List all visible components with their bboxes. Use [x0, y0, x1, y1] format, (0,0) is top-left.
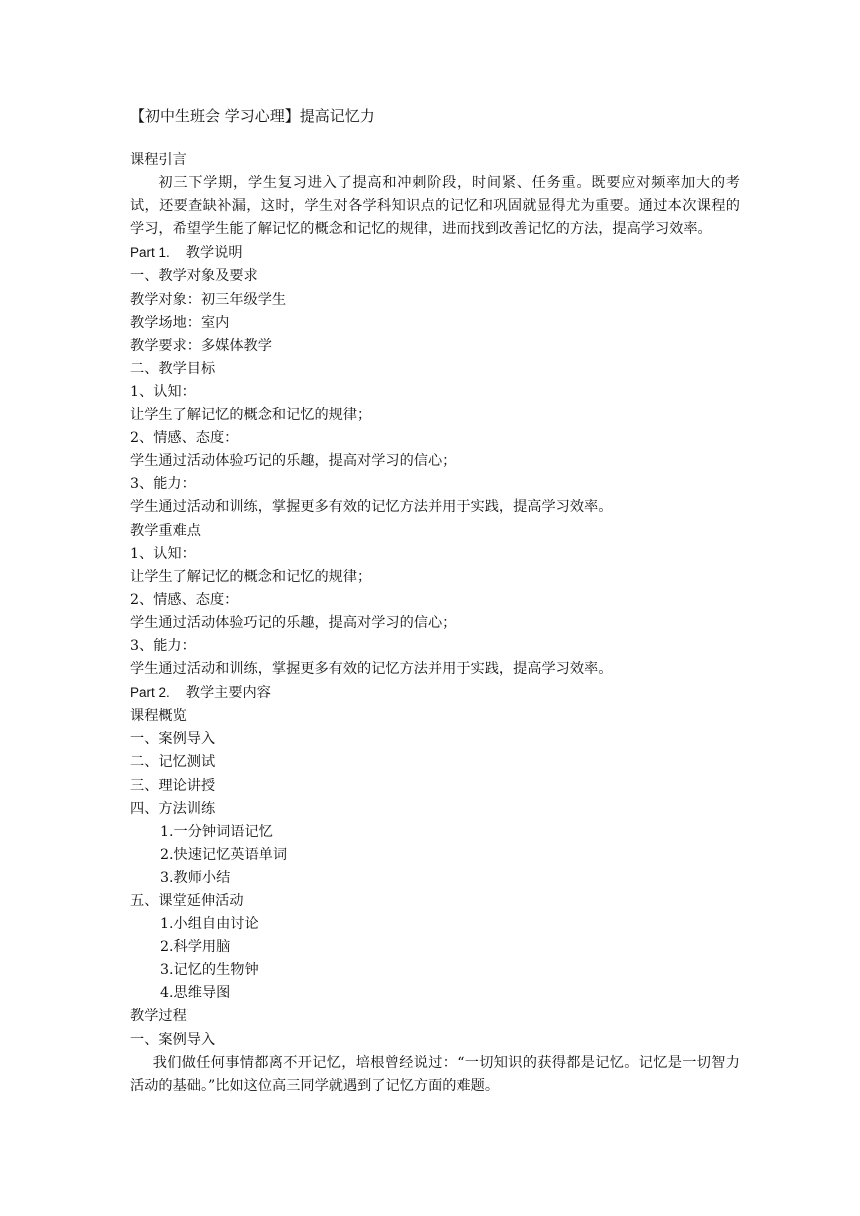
extension-item: 2.科学用脑	[160, 939, 231, 956]
section-heading: 一、教学对象及要求	[130, 268, 258, 285]
section-heading: 二、教学目标	[130, 360, 216, 377]
key-points-heading: 教学重难点	[130, 522, 201, 539]
document-title: 【初中生班会 学习心理】提高记忆力	[130, 107, 375, 125]
extension-heading: 五、课堂延伸活动	[130, 893, 244, 909]
key-label: 1、认知：	[130, 545, 196, 562]
document-body	[130, 149, 740, 1098]
key-text: 学生通过活动和训练，掌握更多有效的记忆方法并用于实践，提高学习效率。	[130, 661, 613, 678]
overview-item: 一、案例导入	[130, 731, 216, 748]
key-text: 让学生了解记忆的概念和记忆的规律；	[130, 568, 372, 585]
key-text: 学生通过活动体验巧记的乐趣，提高对学习的信心；	[130, 614, 457, 631]
overview-heading: 课程概览	[130, 708, 187, 725]
part2-name: 教学主要内容	[185, 685, 271, 702]
goal-label: 2、情感、态度：	[130, 430, 239, 447]
key-label: 3、能力：	[130, 637, 196, 654]
goal-label: 1、认知：	[130, 383, 196, 400]
extension-item: 4.思维导图	[160, 985, 231, 1002]
part1-label: Part 1.	[130, 245, 170, 261]
part1-heading	[130, 241, 740, 265]
teaching-requirement: 教学要求：多媒体教学	[130, 337, 272, 354]
case-heading: 一、案例导入	[130, 1031, 216, 1048]
part1-name: 教学说明	[185, 245, 243, 262]
case-paragraph: 我们做任何事情都离不开记忆，培根曾经说过：“一切知识的获得都是记忆。记忆是一切智力活动的基础。”比如这位高三同学就遇到了记忆方面的难题。	[130, 1054, 740, 1094]
extension-item: 1.小组自由讨论	[160, 916, 259, 933]
training-item: 1.一分钟词语记忆	[160, 823, 273, 840]
goal-text: 让学生了解记忆的概念和记忆的规律；	[130, 407, 372, 424]
overview-item: 四、方法训练	[130, 800, 216, 817]
teaching-venue: 教学场地：室内	[130, 314, 230, 331]
training-item: 2.快速记忆英语单词	[160, 846, 288, 863]
intro-paragraph: 初三下学期，学生复习进入了提高和冲刺阶段，时间紧、任务重。既要应对频率加大的考试，还要查缺补漏，这时，学生对各学科知识点的记忆和巩固就显得尤为重要。通过本次课程的学习，希望学生能了解记忆的概念和记忆的规律，进而找到改善记忆的方法，提高学习效率。	[130, 175, 740, 238]
part2-label: Part 2.	[130, 685, 170, 701]
key-label: 2、情感、态度：	[130, 591, 239, 608]
overview-item: 三、理论讲授	[130, 777, 216, 794]
process-heading: 教学过程	[130, 1008, 187, 1025]
overview-item: 二、记忆测试	[130, 754, 216, 771]
training-item: 3.教师小结	[160, 869, 231, 886]
teaching-target: 教学对象：初三年级学生	[130, 291, 287, 308]
goal-label: 3、能力：	[130, 476, 196, 493]
goal-text: 学生通过活动体验巧记的乐趣，提高对学习的信心；	[130, 453, 457, 470]
intro-heading: 课程引言	[130, 152, 187, 168]
part2-heading	[130, 681, 740, 705]
extension-item: 3.记忆的生物钟	[160, 962, 259, 979]
goal-text: 学生通过活动和训练，掌握更多有效的记忆方法并用于实践，提高学习效率。	[130, 499, 613, 516]
